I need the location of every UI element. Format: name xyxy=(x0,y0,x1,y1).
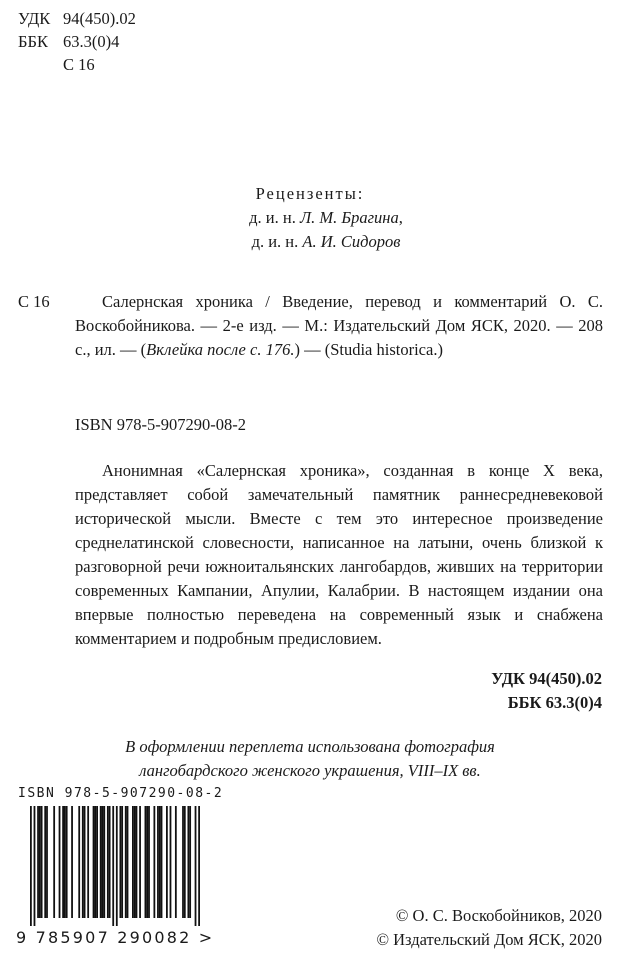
barcode-bar xyxy=(121,806,123,918)
barcode-bar xyxy=(119,806,121,918)
barcode-bar xyxy=(39,806,41,918)
barcode-bar xyxy=(161,806,163,918)
barcode-bar xyxy=(30,806,32,926)
barcode-digits: 9 785907 290082 > xyxy=(16,928,215,947)
barcode-image xyxy=(30,806,200,926)
barcode-bar xyxy=(93,806,95,918)
barcode-bar xyxy=(37,806,39,918)
biblio-main: Салернская хроника / Введение, перевод и комментарий О. С. Воскобойникова. — 2-е изд. — М.: Издательский Дом ЯСК, 2020. — 208 с., ил. — ( xyxy=(75,292,603,359)
reviewer-1-degree: д. и. н. xyxy=(249,208,300,227)
reviewer-2-degree: д. и. н. xyxy=(251,232,303,251)
barcode-bar xyxy=(82,806,84,918)
barcode-bar xyxy=(102,806,104,918)
barcode-isbn-label: ISBN 978-5-907290-08-2 xyxy=(18,786,224,801)
bbk-index-bold: ББК 63.3(0)4 xyxy=(507,693,602,712)
barcode-bar xyxy=(127,806,129,918)
barcode-bar xyxy=(136,806,138,918)
bbk-key: ББК xyxy=(18,32,48,51)
bbk-value: 63.3(0)4 xyxy=(63,32,120,51)
barcode-bar xyxy=(166,806,168,918)
cover-note-line-2: лангобардского женского украшения, VIII–IX вв. xyxy=(139,761,481,780)
reviewer-1-sep: , xyxy=(398,208,403,227)
author-mark-value: С 16 xyxy=(63,55,95,74)
isbn-line: ISBN 978-5-907290-08-2 xyxy=(75,415,246,434)
barcode-bar xyxy=(132,806,134,918)
barcode-bar xyxy=(187,806,189,918)
annotation: Анонимная «Салернская хроника», созданная в конце X века, представляет собой замечательный памятник раннесредневековой исторической мысли. Вместе с тем это интересное произведение среднелатинской словесности, написанное на латыни, очень близкой к разговорной речи южноитальянских лангобардов, живших на территории современных Кампании, Апулии, Калабрии. В настоящем издании она впервые полностью переведена на современный язык и снабжена комментарием и подробным предисловием. xyxy=(75,461,603,648)
barcode-bar xyxy=(175,806,177,918)
barcode-bar xyxy=(66,806,68,918)
barcode-bar xyxy=(189,806,191,918)
barcode-bar xyxy=(62,806,64,918)
barcode-bar xyxy=(112,806,114,926)
barcode-bar xyxy=(71,806,73,918)
barcode-bar xyxy=(170,806,172,918)
biblio-author-mark: С 16 xyxy=(18,292,50,311)
cover-note-line-1: В оформлении переплета использована фотография xyxy=(125,737,495,756)
udc-key: УДК xyxy=(18,9,51,28)
barcode-bar xyxy=(41,806,43,918)
reviewer-1-name: Л. М. Брагина xyxy=(299,208,399,227)
udc-index-bold: УДК 94(450).02 xyxy=(491,669,602,688)
barcode-bar xyxy=(94,806,96,918)
reviewer-2-name: А. И. Сидоров xyxy=(302,232,401,251)
reviewers-block xyxy=(0,182,620,254)
barcode-bar xyxy=(159,806,161,918)
udc-row xyxy=(18,8,136,30)
barcode-bar xyxy=(44,806,46,918)
barcode-bar xyxy=(84,806,86,918)
barcode-bar xyxy=(195,806,197,926)
barcode-bar xyxy=(145,806,147,918)
barcode-bar xyxy=(34,806,36,926)
reviewer-2 xyxy=(0,230,620,254)
barcode-bar xyxy=(116,806,118,926)
barcode-bar xyxy=(53,806,55,918)
barcode-bar xyxy=(198,806,200,926)
udc-value: 94(450).02 xyxy=(63,9,136,28)
barcode-bar xyxy=(134,806,136,918)
cover-note xyxy=(0,735,620,783)
barcode-bar xyxy=(59,806,61,918)
bbk-row xyxy=(18,31,119,53)
barcode-bar xyxy=(87,806,89,918)
barcode-bar xyxy=(153,806,155,918)
barcode-bar xyxy=(96,806,98,918)
copyright-author: © О. С. Воскобойников, 2020 xyxy=(395,906,602,925)
barcode-bar xyxy=(64,806,66,918)
barcode-bar xyxy=(78,806,80,918)
bibliographic-description xyxy=(75,290,603,362)
copyright-publisher: © Издательский Дом ЯСК, 2020 xyxy=(376,930,602,949)
barcode-bar xyxy=(146,806,148,918)
barcode-bar xyxy=(100,806,102,918)
reviewers-title: Рецензенты: xyxy=(255,184,365,203)
barcode-bar xyxy=(148,806,150,918)
barcode-bar xyxy=(103,806,105,918)
barcode-bar xyxy=(139,806,141,918)
barcode-bar xyxy=(109,806,111,918)
author-mark-row xyxy=(18,54,95,76)
barcode-bar xyxy=(184,806,186,918)
biblio-tail: ) — (Studia historica.) xyxy=(294,340,443,359)
barcode-bar xyxy=(107,806,109,918)
barcode-bar xyxy=(46,806,48,918)
barcode-bar xyxy=(125,806,127,918)
biblio-insert-note: Вклейка после с. 176. xyxy=(146,340,295,359)
barcode-bar xyxy=(157,806,159,918)
barcode-bar xyxy=(182,806,184,918)
reviewer-1 xyxy=(0,206,620,230)
